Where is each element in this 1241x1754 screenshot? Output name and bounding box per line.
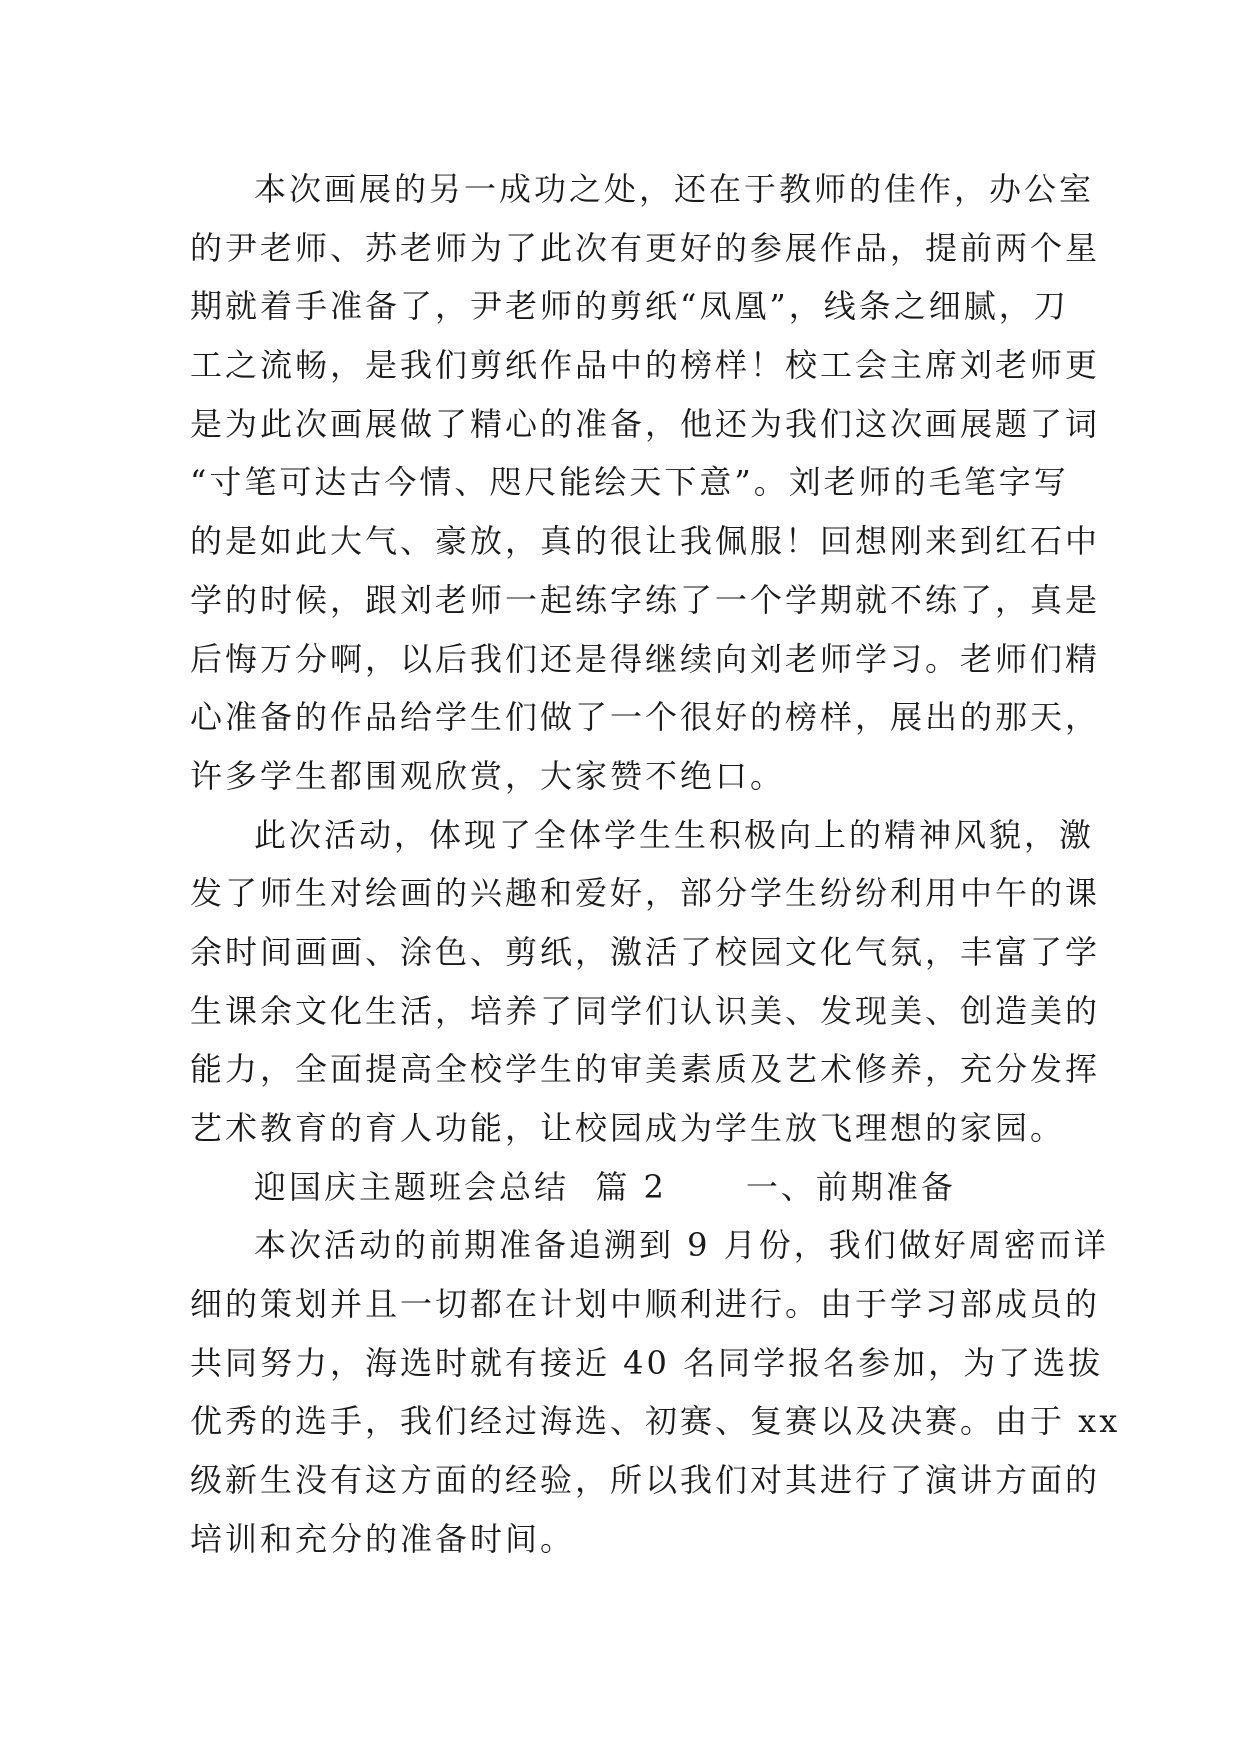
- paragraph-line: 此次活动，体现了全体学生生积极向上的精神风貌，激: [254, 815, 1095, 854]
- paragraph-line: 优秀的选手，我们经过海选、初赛、复赛以及决赛。由于 xx: [190, 1402, 1121, 1441]
- paragraph-line: 余时间画画、涂色、剪纸，激活了校园文化气氛，丰富了学: [190, 932, 1101, 971]
- paragraph-line: 能力，全面提高全校学生的审美素质及艺术修养，充分发挥: [190, 1050, 1101, 1089]
- paragraph-line: 发了师生对绘画的兴趣和爱好，部分学生纷纷利用中午的课: [190, 874, 1101, 913]
- paragraph-line: 细的策划并且一切都在计划中顺利进行。由于学习部成员的: [190, 1285, 1101, 1324]
- paragraph-line: 许多学生都围观欣赏，大家赞不绝口。: [190, 756, 786, 795]
- paragraph-line: 共同努力，海选时就有接近 40 名同学报名参加，为了选拔: [190, 1343, 1104, 1382]
- paragraph-line: 工之流畅，是我们剪纸作品中的榜样！校工会主席刘老师更: [190, 346, 1101, 385]
- document-body: [190, 160, 1121, 1569]
- paragraph-line: 生课余文化生活，培养了同学们认识美、发现美、创造美的: [190, 991, 1101, 1030]
- paragraph-line: “寸笔可达古今情、咫尺能绘天下意”。刘老师的毛笔字写: [190, 463, 1069, 502]
- paragraph-line: 是为此次画展做了精心的准备，他还为我们这次画展题了词: [190, 404, 1101, 443]
- paragraph-line: 级新生没有这方面的经验，所以我们对其进行了演讲方面的: [190, 1461, 1101, 1500]
- paragraph-line: 学的时候，跟刘老师一起练字练了一个学期就不练了，真是: [190, 580, 1101, 619]
- paragraph-line: 的尹老师、苏老师为了此次有更好的参展作品，提前两个星: [190, 228, 1101, 267]
- paragraph-line: 培训和充分的准备时间。: [190, 1519, 576, 1558]
- paragraph-line: 的是如此大气、豪放，真的很让我佩服！回想刚来到红石中: [190, 522, 1101, 561]
- paragraph-line: 期就着手准备了，尹老师的剪纸“凤凰”，线条之细腻，刀: [190, 287, 1069, 326]
- section-heading: 迎国庆主题班会总结 篇 2 一、前期准备: [254, 1167, 956, 1206]
- paragraph-line: 本次活动的前期准备追溯到 9 月份，我们做好周密而详: [254, 1226, 1109, 1265]
- paragraph-line: 心准备的作品给学生们做了一个很好的榜样，展出的那天，: [190, 698, 1101, 737]
- paragraph-line: 后悔万分啊，以后我们还是得继续向刘老师学习。老师们精: [190, 639, 1101, 678]
- paragraph-line: 本次画展的另一成功之处，还在于教师的佳作，办公室: [254, 170, 1095, 208]
- paragraph-line: 艺术教育的育人功能，让校园成为学生放飞理想的家园。: [190, 1109, 1066, 1147]
